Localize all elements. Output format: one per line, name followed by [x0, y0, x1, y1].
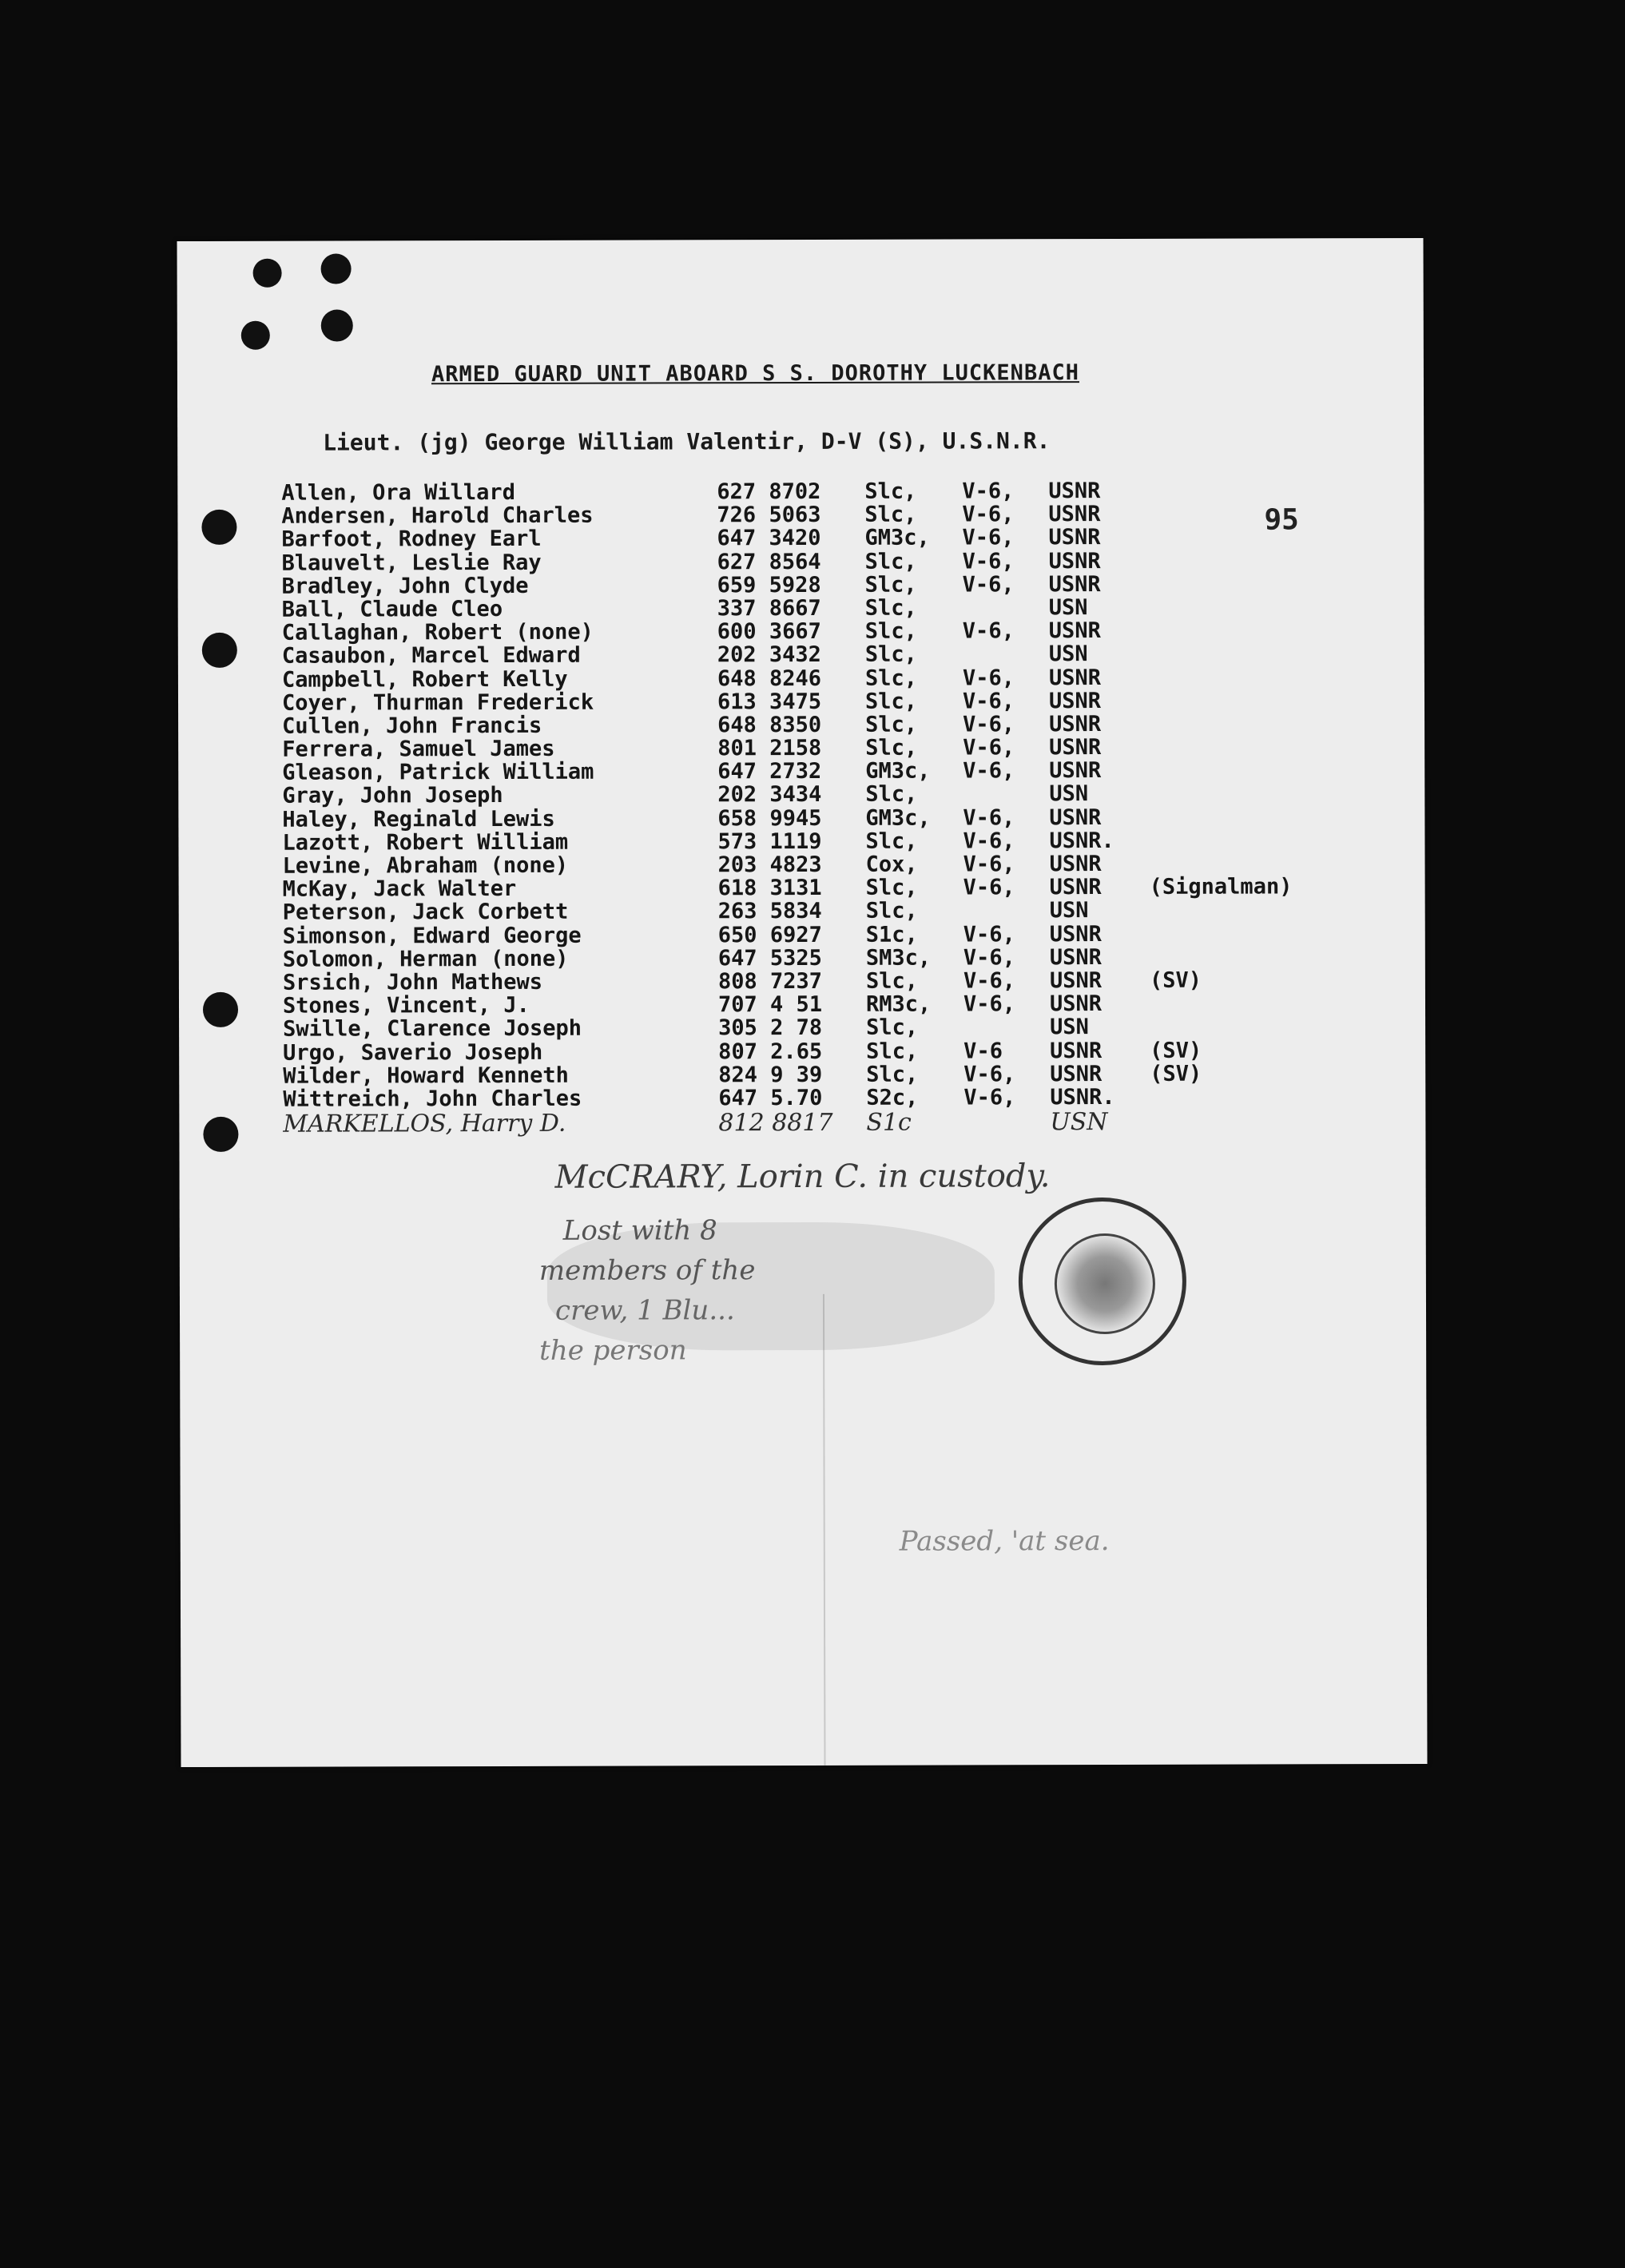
- passed-note: Passed, 'at sea.: [899, 1524, 1110, 1558]
- roster-row: [282, 618, 1385, 644]
- class: V-6,: [963, 852, 1015, 877]
- roster-row: [283, 1084, 1385, 1110]
- service-branch: USN: [1049, 898, 1089, 923]
- crew-name: Bradley, John Clyde: [281, 573, 529, 599]
- roster-row: [282, 711, 1385, 737]
- roster-row: [283, 1038, 1385, 1064]
- crew-name: McKay, Jack Walter: [282, 876, 517, 902]
- service-number: 658 9945: [717, 805, 822, 831]
- roster-row: [282, 734, 1385, 761]
- service-number: 648 8246: [717, 665, 822, 691]
- roster-row: [283, 967, 1385, 994]
- service-number: 726 5063: [717, 502, 821, 528]
- service-number: 203 4823: [717, 852, 822, 878]
- roster-row: [283, 921, 1385, 947]
- class: V-6,: [963, 968, 1016, 994]
- class: V-6,: [962, 572, 1015, 598]
- service-branch: USNR: [1048, 525, 1101, 550]
- handwritten-roster-row: [283, 1107, 1385, 1138]
- class: V-6,: [962, 665, 1015, 690]
- rate: Slc,: [865, 735, 918, 761]
- roster-row: [282, 548, 1385, 574]
- document-title: ARMED GUARD UNIT ABOARD S S. DOROTHY LUCKENBACH: [431, 360, 1079, 387]
- class: V-6,: [962, 502, 1015, 527]
- service-branch: USNR: [1048, 502, 1101, 527]
- service-branch: USNR: [1049, 758, 1102, 784]
- rate: S2c,: [866, 1085, 919, 1110]
- crew-name: Simonson, Edward George: [282, 923, 582, 949]
- lost-note-line-2: members of the: [538, 1254, 756, 1287]
- service-branch: USNR: [1048, 479, 1101, 504]
- service-number: 337 8667: [717, 595, 821, 622]
- crew-name: Andersen, Harold Charles: [281, 502, 594, 529]
- class: V-6,: [963, 945, 1015, 971]
- rate: Slc,: [864, 665, 918, 691]
- crew-name: Campbell, Robert Kelly: [281, 666, 568, 693]
- rate: Slc,: [864, 549, 917, 574]
- rate: Slc,: [866, 1062, 919, 1087]
- service-branch: USNR: [1049, 921, 1102, 947]
- roster-row: [283, 991, 1385, 1017]
- crew-name: Peterson, Jack Corbett: [282, 900, 569, 926]
- crew-name: Gray, John Joseph: [282, 783, 503, 809]
- service-branch: USNR: [1049, 944, 1102, 970]
- crew-name: Urgo, Saverio Joseph: [283, 1039, 543, 1066]
- class: V-6,: [963, 712, 1015, 737]
- crew-name: Ball, Claude Cleo: [281, 596, 503, 622]
- rate: Slc,: [865, 828, 918, 854]
- class: V-6,: [962, 525, 1015, 550]
- document-page: [177, 238, 1428, 1767]
- crew-name: MARKELLOS, Harry D.: [283, 1109, 566, 1138]
- crew-name: Srsich, John Mathews: [282, 969, 543, 995]
- service-number: 305 2 78: [718, 1015, 823, 1041]
- service-branch: USNR: [1049, 967, 1103, 994]
- roster-row: [282, 641, 1385, 667]
- service-branch: USNR.: [1050, 1084, 1115, 1110]
- service-number: 707 4 51: [717, 992, 823, 1018]
- crew-name: Solomon, Herman (none): [282, 946, 569, 972]
- rate: Slc,: [864, 641, 917, 668]
- stamp-emblem: [1055, 1233, 1155, 1334]
- rate: Slc,: [865, 712, 918, 737]
- rate: S1c,: [865, 922, 918, 947]
- remark: (Signalman): [1149, 874, 1293, 900]
- service-branch: USNR: [1049, 804, 1102, 830]
- service-number: 807 2.65: [718, 1039, 823, 1064]
- service-number: 801 2158: [717, 735, 822, 761]
- service-branch: USN: [1048, 641, 1088, 667]
- rate: Slc,: [864, 502, 917, 527]
- rate: Slc,: [864, 689, 918, 714]
- rate: Slc,: [865, 968, 919, 994]
- service-branch: USNR: [1049, 875, 1102, 900]
- punch-hole-side-1: [201, 510, 236, 545]
- service-branch: USN: [1049, 781, 1089, 807]
- rate: GM3c,: [865, 805, 931, 831]
- roster-row: [281, 501, 1384, 527]
- rate: Cox,: [865, 852, 918, 877]
- roster-row: [282, 665, 1385, 691]
- service-branch: USNR.: [1049, 828, 1114, 854]
- rate: Slc,: [865, 898, 918, 924]
- service-number: 613 3475: [717, 689, 822, 714]
- class: V-6,: [963, 758, 1015, 784]
- class: V-6,: [962, 548, 1015, 574]
- crew-name: Cullen, John Francis: [282, 713, 542, 739]
- lost-note-line-3: crew, 1 Blu...: [554, 1294, 735, 1327]
- fold-crease: [823, 1294, 826, 1766]
- rate: S1c: [866, 1108, 912, 1137]
- crew-name: Blauvelt, Leslie Ray: [281, 550, 542, 576]
- service-number: 202 3432: [717, 642, 821, 668]
- service-number: 627 8702: [717, 479, 821, 505]
- service-branch: USNR: [1048, 571, 1101, 597]
- remark: (SV): [1150, 1038, 1202, 1063]
- crew-name: Coyer, Thurman Frederick: [281, 689, 594, 716]
- roster-row: [281, 524, 1384, 553]
- class: V-6,: [963, 875, 1015, 900]
- rate: Slc,: [865, 875, 918, 900]
- service-branch: USNR: [1049, 711, 1102, 737]
- crew-name: Levine, Abraham (none): [282, 852, 569, 879]
- crew-name: Swille, Clarence Joseph: [283, 1016, 582, 1043]
- lost-note-line-4: the person: [539, 1334, 687, 1367]
- roster-row: [282, 571, 1385, 598]
- rate: GM3c,: [864, 525, 930, 551]
- service-number: 647 5325: [717, 945, 822, 971]
- class: V-6,: [963, 735, 1015, 761]
- crew-name: Allen, Ora Willard: [281, 479, 515, 506]
- rate: GM3c,: [865, 758, 931, 784]
- roster-row: [282, 804, 1385, 831]
- service-number: 627 8564: [717, 549, 821, 574]
- class: V-6,: [962, 479, 1015, 504]
- rate: SM3c,: [865, 945, 932, 971]
- roster-row: [282, 594, 1385, 621]
- class: V-6,: [963, 828, 1015, 854]
- roster-row: [281, 478, 1384, 504]
- crew-name: Callaghan, Robert (none): [281, 619, 594, 645]
- rate: Slc,: [864, 595, 917, 621]
- rate: RM3c,: [865, 991, 932, 1017]
- rate: Slc,: [865, 782, 918, 808]
- page-number: 95: [1264, 503, 1299, 537]
- service-branch: USNR: [1049, 991, 1103, 1017]
- service-number: 573 1119: [717, 828, 822, 855]
- crew-name: Haley, Reginald Lewis: [282, 806, 555, 832]
- service-branch: USN: [1050, 1108, 1108, 1137]
- remark: (SV): [1149, 967, 1202, 993]
- crew-name: Lazott, Robert William: [282, 829, 569, 856]
- class: V-6,: [963, 1061, 1016, 1087]
- roster-row: [282, 897, 1385, 926]
- service-number: 650 6927: [717, 922, 822, 947]
- rate: Slc,: [864, 572, 917, 598]
- service-branch: USNR: [1049, 852, 1102, 877]
- custody-note: McCRARY, Lorin C. in custody.: [554, 1158, 1051, 1196]
- roster-row: [282, 688, 1385, 714]
- roster-row: [283, 1014, 1385, 1043]
- punch-hole-top-2: [321, 253, 352, 284]
- class: V-6,: [963, 804, 1015, 831]
- roster-row: [282, 828, 1385, 854]
- service-number: 647 2732: [717, 759, 822, 784]
- service-branch: USNR: [1050, 1038, 1103, 1063]
- service-number: 648 8350: [717, 712, 822, 738]
- roster-row: [282, 781, 1385, 808]
- service-branch: USN: [1050, 1015, 1089, 1040]
- rate: Slc,: [866, 1039, 919, 1064]
- roster-row: [283, 1061, 1385, 1087]
- roster-row: [283, 944, 1385, 971]
- ink-stamp: [1019, 1198, 1187, 1366]
- punch-hole-top-3: [241, 321, 270, 350]
- class: V-6: [963, 1038, 1003, 1063]
- crew-name: Casaubon, Marcel Edward: [281, 643, 581, 669]
- punch-hole-side-4: [203, 1117, 238, 1152]
- service-number: 812 8817: [718, 1108, 833, 1138]
- lost-note-line-1: Lost with 8: [562, 1214, 717, 1247]
- service-branch: USNR: [1048, 665, 1102, 690]
- punch-hole-side-3: [203, 992, 238, 1027]
- punch-hole-top-1: [253, 259, 282, 288]
- rate: Slc,: [864, 618, 917, 644]
- service-number: 808 7237: [717, 968, 823, 995]
- service-branch: USNR: [1048, 688, 1102, 713]
- service-branch: USNR: [1050, 1061, 1103, 1086]
- class: V-6,: [963, 1085, 1016, 1110]
- roster-row: [282, 757, 1385, 784]
- service-branch: USNR: [1049, 735, 1102, 761]
- crew-name: Wilder, Howard Kenneth: [283, 1063, 569, 1089]
- crew-name: Stones, Vincent, J.: [282, 993, 530, 1019]
- service-number: 659 5928: [717, 572, 821, 598]
- roster-row: [283, 851, 1385, 877]
- crew-name: Ferrera, Samuel James: [282, 736, 555, 762]
- class: V-6,: [962, 688, 1015, 714]
- service-number: 600 3667: [717, 619, 821, 645]
- crew-name: Gleason, Patrick William: [282, 759, 594, 785]
- service-branch: USNR: [1048, 548, 1101, 574]
- rate: Slc,: [866, 1015, 919, 1041]
- class: V-6,: [963, 991, 1016, 1017]
- service-number: 647 3420: [717, 526, 821, 551]
- punch-hole-top-4: [321, 309, 353, 341]
- class: V-6,: [963, 921, 1015, 947]
- service-number: 647 5.70: [718, 1085, 823, 1111]
- remark: (SV): [1150, 1061, 1202, 1086]
- crew-roster: [281, 478, 1385, 1138]
- class: V-6,: [962, 618, 1015, 644]
- crew-name: Wittreich, John Charles: [283, 1086, 582, 1112]
- rate: Slc,: [864, 479, 917, 504]
- service-branch: USN: [1048, 594, 1088, 621]
- officer-line: Lieut. (jg) George William Valentir, D-V (S), U.S.N.R.: [323, 427, 1051, 456]
- punch-hole-side-2: [202, 633, 237, 668]
- service-number: 263 5834: [717, 899, 822, 924]
- service-branch: USNR: [1048, 618, 1101, 644]
- service-number: 618 3131: [717, 876, 822, 901]
- service-number: 824 9 39: [718, 1062, 823, 1087]
- roster-row: [283, 874, 1385, 900]
- crew-name: Barfoot, Rodney Earl: [281, 526, 542, 553]
- service-number: 202 3434: [717, 782, 822, 808]
